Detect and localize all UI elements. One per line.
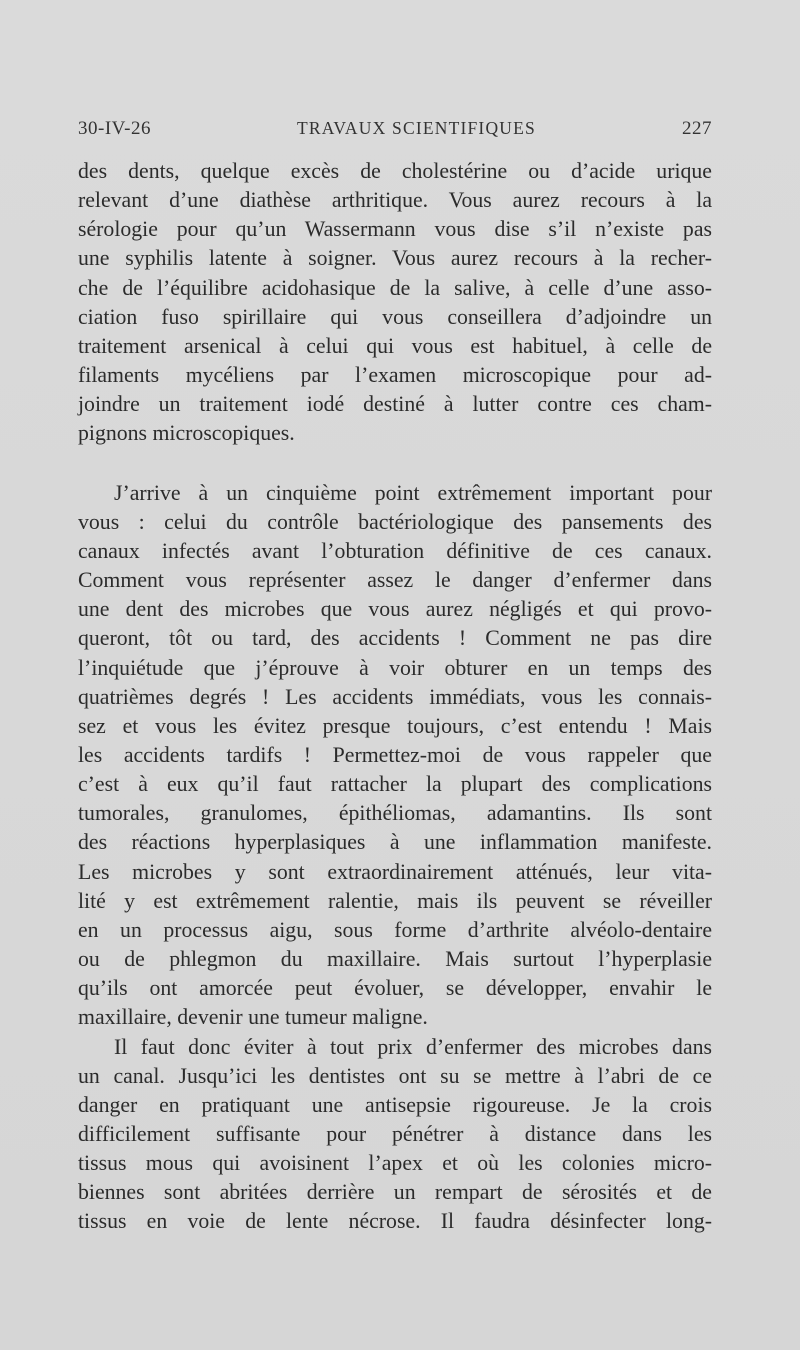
text-line: c’est à eux qu’il faut rattacher la plupart des complications	[78, 772, 712, 797]
text-line: tumorales, granulomes, épithéliomas, adamantins. Ils sont	[78, 801, 712, 826]
text-line: difficilement suffisante pour pénétrer à distance dans les	[78, 1122, 712, 1146]
text-line: canaux infectés avant l’obturation définitive de ces canaux.	[78, 538, 712, 563]
text-line: vous : celui du contrôle bactériologique des pansements des	[78, 509, 712, 534]
paragraph-1	[78, 157, 712, 449]
text-line: un canal. Jusqu’ici les dentistes ont su se mettre à l’abri de ce	[78, 1063, 712, 1088]
text-line: qu’ils ont amorcée peut évoluer, se développer, envahir le	[78, 976, 712, 1001]
text-line: Il faut donc éviter à tout prix d’enfermer des microbes dans	[114, 1034, 712, 1059]
text-line: sérologie pour qu’un Wassermann vous dise s’il n’existe pas	[78, 217, 712, 242]
text-line: maxillaire, devenir une tumeur maligne.	[78, 1005, 428, 1030]
text-line: des dents, quelque excès de cholestérine ou d’acide urique	[78, 159, 712, 183]
text-line: queront, tôt ou tard, des accidents ! Comment ne pas dire	[78, 626, 712, 651]
text-line: une dent des microbes que vous aurez négligés et qui provo-	[78, 597, 712, 622]
text-line: traitement arsenical à celui qui vous est habituel, à celle de	[78, 333, 712, 358]
text-line: Les microbes y sont extraordinairement atténués, leur vita-	[78, 859, 712, 884]
page-number: 227	[681, 118, 712, 139]
text-line: ciation fuso spirillaire qui vous conseillera d’adjoindre un	[78, 304, 712, 329]
text-line: relevant d’une diathèse arthritique. Vous aurez recours à la	[78, 188, 712, 213]
text-line: biennes sont abritées derrière un rempart de sérosités et de	[78, 1180, 712, 1205]
text-line: les accidents tardifs ! Permettez-moi de vous rappeler que	[78, 742, 712, 767]
text-line: lité y est extrêmement ralentie, mais ils peuvent se réveiller	[78, 888, 712, 913]
text-line: ou de phlegmon du maxillaire. Mais surtout l’hyperplasie	[78, 947, 712, 972]
text-line: l’inquiétude que j’éprouve à voir obturer en un temps des	[78, 655, 712, 680]
text-line: joindre un traitement iodé destiné à lutter contre ces cham-	[78, 392, 712, 417]
text-line: tissus en voie de lente nécrose. Il faudra désinfecter long-	[78, 1209, 712, 1234]
text-line: une syphilis latente à soigner. Vous aurez recours à la recher-	[78, 246, 712, 271]
paragraph-spacer	[78, 449, 712, 479]
text-line: en un processus aigu, sous forme d’arthrite alvéolo-dentaire	[78, 917, 712, 942]
body-text	[78, 157, 712, 1237]
text-line: Comment vous représenter assez le danger d’enfermer dans	[78, 568, 712, 593]
text-line: J’arrive à un cinquième point extrêmement important pour	[114, 480, 712, 505]
page-date-code: 30-IV-26	[78, 118, 151, 139]
text-line: che de l’équilibre acidohasique de la salive, à celle d’une asso-	[78, 275, 712, 300]
text-line: danger en pratiquant une antisepsie rigoureuse. Je la crois	[78, 1092, 712, 1117]
text-line: quatrièmes degrés ! Les accidents immédiats, vous les connais-	[78, 684, 712, 709]
paragraph-3	[78, 1033, 712, 1237]
text-line: des réactions hyperplasiques à une inflammation manifeste.	[78, 830, 712, 855]
running-head	[78, 118, 712, 144]
paragraph-2	[78, 479, 712, 1033]
text-line: sez et vous les évitez presque toujours, c’est entendu ! Mais	[78, 713, 712, 738]
running-title: TRAVAUX SCIENTIFIQUES	[297, 118, 536, 138]
text-line: filaments mycéliens par l’examen microscopique pour ad-	[78, 363, 712, 388]
text-line: pignons microscopiques.	[78, 421, 295, 446]
text-line: tissus mous qui avoisinent l’apex et où les colonies micro-	[78, 1151, 712, 1176]
